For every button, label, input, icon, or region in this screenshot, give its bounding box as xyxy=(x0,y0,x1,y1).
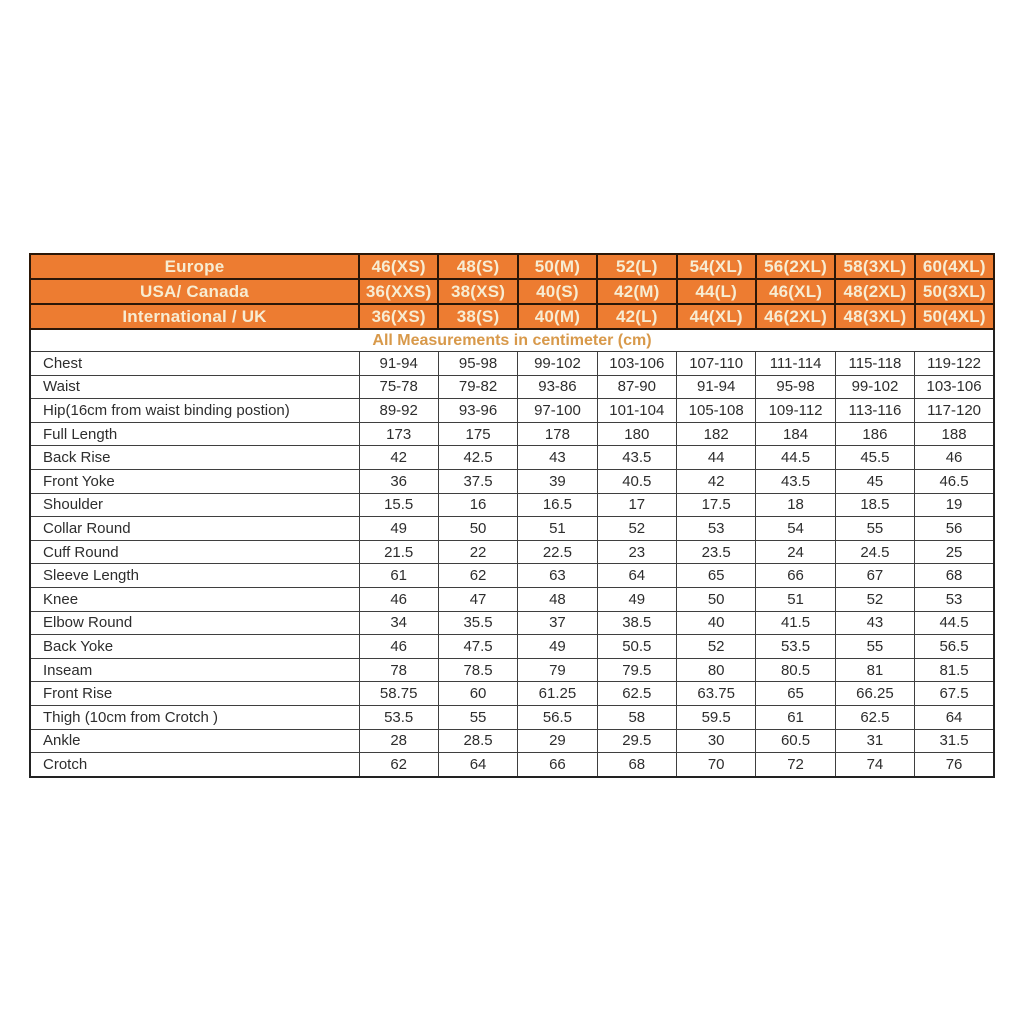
size-cell: 60(4XL) xyxy=(915,254,994,279)
measurement-value: 18 xyxy=(756,493,835,517)
measurement-value: 24.5 xyxy=(835,540,914,564)
measurement-value: 31.5 xyxy=(915,729,994,753)
size-cell: 58(3XL) xyxy=(835,254,914,279)
measurement-value: 22.5 xyxy=(518,540,597,564)
measurement-label: Back Rise xyxy=(30,446,359,470)
measurement-value: 87-90 xyxy=(597,375,676,399)
measurement-value: 30 xyxy=(677,729,756,753)
measurement-value: 44.5 xyxy=(756,446,835,470)
measurement-value: 78 xyxy=(359,658,438,682)
size-cell: 46(XL) xyxy=(756,279,835,304)
measurement-value: 46 xyxy=(359,635,438,659)
size-system-row xyxy=(30,304,994,329)
size-cell: 44(L) xyxy=(677,279,756,304)
measurement-value: 55 xyxy=(835,635,914,659)
size-system-label: USA/ Canada xyxy=(30,279,359,304)
measurement-value: 64 xyxy=(915,705,994,729)
measurement-value: 65 xyxy=(756,682,835,706)
measurement-value: 22 xyxy=(438,540,517,564)
measurement-value: 49 xyxy=(518,635,597,659)
measurement-value: 64 xyxy=(597,564,676,588)
size-cell: 46(XS) xyxy=(359,254,438,279)
measurement-value: 111-114 xyxy=(756,352,835,376)
measurement-value: 43 xyxy=(518,446,597,470)
measurement-value: 42 xyxy=(359,446,438,470)
measurement-value: 53.5 xyxy=(359,705,438,729)
measurement-value: 81.5 xyxy=(915,658,994,682)
measurement-label: Elbow Round xyxy=(30,611,359,635)
measurement-value: 40.5 xyxy=(597,469,676,493)
measurement-label: Back Yoke xyxy=(30,635,359,659)
measurement-value: 38.5 xyxy=(597,611,676,635)
measurement-value: 49 xyxy=(597,587,676,611)
measurement-value: 42 xyxy=(677,469,756,493)
measurement-value: 65 xyxy=(677,564,756,588)
measurement-value: 80 xyxy=(677,658,756,682)
measurement-value: 45 xyxy=(835,469,914,493)
measurement-value: 18.5 xyxy=(835,493,914,517)
measurement-value: 55 xyxy=(438,705,517,729)
measurement-value: 68 xyxy=(597,753,676,777)
measurement-label: Cuff Round xyxy=(30,540,359,564)
size-cell: 36(XXS) xyxy=(359,279,438,304)
size-cell: 56(2XL) xyxy=(756,254,835,279)
measurement-value: 53.5 xyxy=(756,635,835,659)
measurement-row xyxy=(30,352,994,376)
measurement-value: 29.5 xyxy=(597,729,676,753)
measurement-value: 21.5 xyxy=(359,540,438,564)
measurement-value: 91-94 xyxy=(359,352,438,376)
measurement-value: 62.5 xyxy=(835,705,914,729)
measurement-value: 52 xyxy=(835,587,914,611)
measurements-body xyxy=(30,329,994,777)
measurement-value: 67 xyxy=(835,564,914,588)
measurement-value: 70 xyxy=(677,753,756,777)
measurement-value: 79 xyxy=(518,658,597,682)
measurement-row xyxy=(30,446,994,470)
measurement-value: 64 xyxy=(438,753,517,777)
measurement-row xyxy=(30,753,994,777)
measurement-value: 75-78 xyxy=(359,375,438,399)
measurement-value: 56.5 xyxy=(518,705,597,729)
measurement-value: 58.75 xyxy=(359,682,438,706)
measurement-value: 68 xyxy=(915,564,994,588)
size-cell: 50(4XL) xyxy=(915,304,994,329)
measurement-value: 56 xyxy=(915,517,994,541)
measurement-value: 103-106 xyxy=(915,375,994,399)
measurement-value: 31 xyxy=(835,729,914,753)
measurement-value: 48 xyxy=(518,587,597,611)
measurement-value: 79.5 xyxy=(597,658,676,682)
measurement-value: 16.5 xyxy=(518,493,597,517)
measurement-label: Crotch xyxy=(30,753,359,777)
measurement-value: 15.5 xyxy=(359,493,438,517)
measurement-value: 62 xyxy=(438,564,517,588)
measurement-value: 62.5 xyxy=(597,682,676,706)
size-cell: 50(M) xyxy=(518,254,597,279)
measurement-value: 51 xyxy=(756,587,835,611)
size-cell: 54(XL) xyxy=(677,254,756,279)
measurement-value: 78.5 xyxy=(438,658,517,682)
measurement-value: 54 xyxy=(756,517,835,541)
measurement-value: 45.5 xyxy=(835,446,914,470)
measurement-label: Ankle xyxy=(30,729,359,753)
measurement-value: 97-100 xyxy=(518,399,597,423)
measurement-row xyxy=(30,469,994,493)
measurement-value: 51 xyxy=(518,517,597,541)
measurement-value: 46 xyxy=(359,587,438,611)
measurement-value: 53 xyxy=(677,517,756,541)
size-cell: 38(XS) xyxy=(438,279,517,304)
measurement-row xyxy=(30,399,994,423)
measurement-value: 35.5 xyxy=(438,611,517,635)
size-cell: 52(L) xyxy=(597,254,676,279)
measurement-value: 43 xyxy=(835,611,914,635)
measurement-value: 49 xyxy=(359,517,438,541)
measurement-value: 39 xyxy=(518,469,597,493)
measurement-label: Sleeve Length xyxy=(30,564,359,588)
measurement-label: Collar Round xyxy=(30,517,359,541)
measurement-value: 28.5 xyxy=(438,729,517,753)
size-system-row xyxy=(30,254,994,279)
measurement-row xyxy=(30,635,994,659)
measurement-value: 67.5 xyxy=(915,682,994,706)
measurement-row xyxy=(30,493,994,517)
measurement-value: 50 xyxy=(677,587,756,611)
measurement-value: 61 xyxy=(359,564,438,588)
measurement-value: 62 xyxy=(359,753,438,777)
measurement-value: 79-82 xyxy=(438,375,517,399)
measurement-value: 117-120 xyxy=(915,399,994,423)
measurement-value: 89-92 xyxy=(359,399,438,423)
measurement-value: 103-106 xyxy=(597,352,676,376)
measurement-label: Inseam xyxy=(30,658,359,682)
size-cell: 48(3XL) xyxy=(835,304,914,329)
measurement-value: 95-98 xyxy=(756,375,835,399)
measurement-value: 42.5 xyxy=(438,446,517,470)
measurement-value: 63.75 xyxy=(677,682,756,706)
size-cell: 40(M) xyxy=(518,304,597,329)
measurement-value: 178 xyxy=(518,422,597,446)
measurement-value: 23.5 xyxy=(677,540,756,564)
measurement-value: 36 xyxy=(359,469,438,493)
measurement-label: Hip(16cm from waist binding postion) xyxy=(30,399,359,423)
measurement-value: 76 xyxy=(915,753,994,777)
units-note-row xyxy=(30,329,994,352)
measurement-value: 99-102 xyxy=(835,375,914,399)
size-cell: 42(L) xyxy=(597,304,676,329)
measurement-value: 50 xyxy=(438,517,517,541)
measurement-value: 46 xyxy=(915,446,994,470)
measurement-row xyxy=(30,540,994,564)
measurement-value: 184 xyxy=(756,422,835,446)
measurement-value: 175 xyxy=(438,422,517,446)
measurement-value: 29 xyxy=(518,729,597,753)
measurement-value: 16 xyxy=(438,493,517,517)
measurement-value: 74 xyxy=(835,753,914,777)
measurement-value: 56.5 xyxy=(915,635,994,659)
measurement-value: 61.25 xyxy=(518,682,597,706)
measurement-value: 44 xyxy=(677,446,756,470)
size-systems-header xyxy=(30,254,994,329)
measurement-value: 105-108 xyxy=(677,399,756,423)
size-cell: 48(2XL) xyxy=(835,279,914,304)
measurement-label: Full Length xyxy=(30,422,359,446)
measurement-value: 43.5 xyxy=(756,469,835,493)
measurement-row xyxy=(30,705,994,729)
measurement-value: 93-96 xyxy=(438,399,517,423)
size-cell: 48(S) xyxy=(438,254,517,279)
measurement-value: 50.5 xyxy=(597,635,676,659)
measurement-value: 119-122 xyxy=(915,352,994,376)
measurement-value: 60.5 xyxy=(756,729,835,753)
measurement-value: 25 xyxy=(915,540,994,564)
measurement-value: 109-112 xyxy=(756,399,835,423)
size-cell: 36(XS) xyxy=(359,304,438,329)
measurement-row xyxy=(30,375,994,399)
measurement-value: 66 xyxy=(518,753,597,777)
measurement-value: 23 xyxy=(597,540,676,564)
measurement-value: 93-86 xyxy=(518,375,597,399)
measurement-value: 43.5 xyxy=(597,446,676,470)
size-cell: 40(S) xyxy=(518,279,597,304)
measurement-value: 113-116 xyxy=(835,399,914,423)
measurement-value: 37 xyxy=(518,611,597,635)
measurement-value: 40 xyxy=(677,611,756,635)
size-system-row xyxy=(30,279,994,304)
measurement-value: 17.5 xyxy=(677,493,756,517)
measurement-value: 61 xyxy=(756,705,835,729)
measurement-value: 80.5 xyxy=(756,658,835,682)
measurement-label: Thigh (10cm from Crotch ) xyxy=(30,705,359,729)
measurement-value: 47.5 xyxy=(438,635,517,659)
measurement-value: 66.25 xyxy=(835,682,914,706)
measurement-value: 95-98 xyxy=(438,352,517,376)
measurement-value: 99-102 xyxy=(518,352,597,376)
measurement-value: 101-104 xyxy=(597,399,676,423)
measurement-value: 107-110 xyxy=(677,352,756,376)
measurement-row xyxy=(30,587,994,611)
measurement-row xyxy=(30,517,994,541)
measurement-value: 66 xyxy=(756,564,835,588)
measurement-label: Chest xyxy=(30,352,359,376)
measurement-label: Front Rise xyxy=(30,682,359,706)
measurement-value: 58 xyxy=(597,705,676,729)
measurement-label: Shoulder xyxy=(30,493,359,517)
measurement-value: 34 xyxy=(359,611,438,635)
size-system-label: International / UK xyxy=(30,304,359,329)
measurement-value: 52 xyxy=(597,517,676,541)
units-note: All Measurements in centimeter (cm) xyxy=(30,329,994,352)
measurement-value: 17 xyxy=(597,493,676,517)
measurement-row xyxy=(30,611,994,635)
measurement-value: 47 xyxy=(438,587,517,611)
measurement-label: Front Yoke xyxy=(30,469,359,493)
measurement-value: 186 xyxy=(835,422,914,446)
measurement-row xyxy=(30,564,994,588)
measurement-label: Knee xyxy=(30,587,359,611)
measurement-value: 59.5 xyxy=(677,705,756,729)
measurement-value: 53 xyxy=(915,587,994,611)
size-system-label: Europe xyxy=(30,254,359,279)
measurement-value: 41.5 xyxy=(756,611,835,635)
size-cell: 46(2XL) xyxy=(756,304,835,329)
measurement-value: 188 xyxy=(915,422,994,446)
measurement-value: 46.5 xyxy=(915,469,994,493)
measurement-value: 63 xyxy=(518,564,597,588)
measurement-row xyxy=(30,729,994,753)
measurement-value: 55 xyxy=(835,517,914,541)
size-cell: 42(M) xyxy=(597,279,676,304)
measurement-value: 60 xyxy=(438,682,517,706)
measurement-value: 72 xyxy=(756,753,835,777)
measurement-value: 180 xyxy=(597,422,676,446)
measurement-value: 19 xyxy=(915,493,994,517)
measurement-value: 44.5 xyxy=(915,611,994,635)
measurement-row xyxy=(30,682,994,706)
measurement-value: 182 xyxy=(677,422,756,446)
measurement-value: 81 xyxy=(835,658,914,682)
size-cell: 50(3XL) xyxy=(915,279,994,304)
measurement-value: 91-94 xyxy=(677,375,756,399)
measurement-value: 115-118 xyxy=(835,352,914,376)
size-cell: 38(S) xyxy=(438,304,517,329)
measurement-row xyxy=(30,422,994,446)
size-cell: 44(XL) xyxy=(677,304,756,329)
measurement-label: Waist xyxy=(30,375,359,399)
size-chart-table xyxy=(29,253,995,778)
measurement-value: 173 xyxy=(359,422,438,446)
measurement-value: 37.5 xyxy=(438,469,517,493)
measurement-value: 52 xyxy=(677,635,756,659)
measurement-row xyxy=(30,658,994,682)
measurement-value: 28 xyxy=(359,729,438,753)
measurement-value: 24 xyxy=(756,540,835,564)
